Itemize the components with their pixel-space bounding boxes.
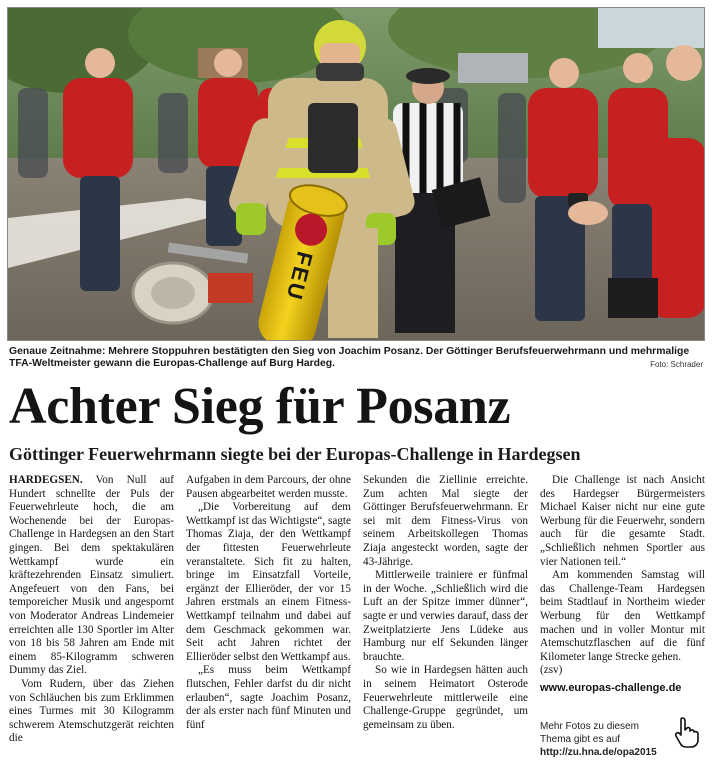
article-subheadline: Göttinger Feuerwehrmann siegte bei der Europas-Challenge in Hardegsen [9,444,581,464]
paragraph: Sekunden die Ziellinie erreichte. Zum achten Mal siegte der Göttinger Berufsfeuerwehrmann. Er sei mit dem Fitness-Virus von seinem Arbeitskollegen Thomas Ziaja angesteckt worden, sagte der 43-Jährige. [363,474,528,568]
paragraph: Vom Rudern, über das Ziehen von Schläuchen bis zum Erklimmen eines Turmes mit 30 Kilogramm schwerem Atemschutzgerät reichten die [9,677,174,745]
article-column-4 [540,474,705,696]
paragraph [9,474,174,678]
website-link[interactable]: www.europas-challenge.de [540,681,682,694]
more-photos-line-1: Mehr Fotos zu diesem [540,721,639,732]
article-column-2 [186,474,351,732]
article-headline: Achter Sieg für Posanz [9,378,511,435]
article-column-1 [9,474,174,746]
paragraph: Mittlerweile trainiere er fünfmal in der Woche. „Schließlich wird die Luft an der Spitze immer dünner“, sagte er und verwies darauf, dass der Zweitplatzierte Jens Lüdeke aus Hamburg nur elf Sekunden länger brauchte. [363,569,528,663]
paragraph: Aufgaben in dem Parcours, der ohne Pausen abgearbeitet werden musste. [186,474,351,500]
dateline: HARDEGSEN. [9,474,83,486]
paragraph: „Die Vorbereitung auf dem Wettkampf ist das Wichtigste“, sagte Thomas Ziaja, der den Wettkampf der fittesten Feuerwehrleute veranstaltete. Sich fit zu halten, bringe im Einsatzfall Vorteile, ergänzt der Ellieröder, der vor 15 Jahren erstmals an einem Fitness-Wettkampf teilnahm und dabei auf dem Geschmack gekommen war. Seit acht Jahren richtet der Ellieröder selbst den Wettkampf aus. [186,501,351,663]
paragraph-text: Von Null auf Hundert schnellte der Puls der Feuerwehrleute hoch, die am Wochenende bei der Europas-Challenge in Hardegsen an den Start gingen. Bei dem spektakulären Wettkampf wurde ein kräftezehrenden Einsatz simuliert. Angefeuert von den Fans, bei temporeicher Musik und angespornt von Moderator Andreas Lindemeier erreichten alle 130 Sportler im Alter von 18 bis 58 Jahren am Ende mit einem 85-Kilogramm schweren Dummy das Ziel. [9,474,174,677]
article-column-3 [363,474,528,732]
paragraph: Die Challenge ist nach Ansicht des Hardegser Bürgermeisters Michael Kaiser nicht nur eine gute Werbung für die Feuerwehr, sondern auch für die gesamte Stadt. „Schließlich nehmen Sportler aus vier Nationen teil.“ [540,474,705,568]
pointing-hand-icon [672,716,702,748]
author-initials: (zsv) [540,664,563,677]
cylinder-lettering: FEU [281,249,318,304]
photo-credit: Foto: Schrader [650,360,703,369]
more-photos-link[interactable]: http://zu.hna.de/opa2015 [540,747,657,758]
paragraph: Am kommenden Samstag will das Challenge-Team Hardegsen beim Stadtlauf in Northeim wieder Werbung für den Wettkampf machen und in voller Montur mit Atemschutzflaschen auf die fünf Kilometer lange Strecke gehen. [540,569,705,663]
more-photos-line-2: Thema gibt es auf [540,734,621,745]
photo-caption: Genaue Zeitnahme: Mehrere Stoppuhren bestätigten den Sieg von Joachim Posanz. Der Göttinger Berufsfeuerwehrmann und mehrmalige TFA-Weltmeister gewann die Europas-Challenge auf Burg Hardeg. [9,346,690,370]
firefighter-photo-illustration [8,8,705,341]
paragraph: So wie in Hardegsen hätten auch in seinem Heimatort Osterode Feuerwehrleute mittlerweile eine Challenge-Gruppe gegründet, um gemeinsam zu üben. [363,664,528,731]
article-photo [7,7,705,341]
paragraph: „Es muss beim Wettkampf flutschen, Fehler darfst du dir nicht erlauben“, sagte Joachim Posanz, der als erster nach fünf Minuten und fünf [186,664,351,731]
